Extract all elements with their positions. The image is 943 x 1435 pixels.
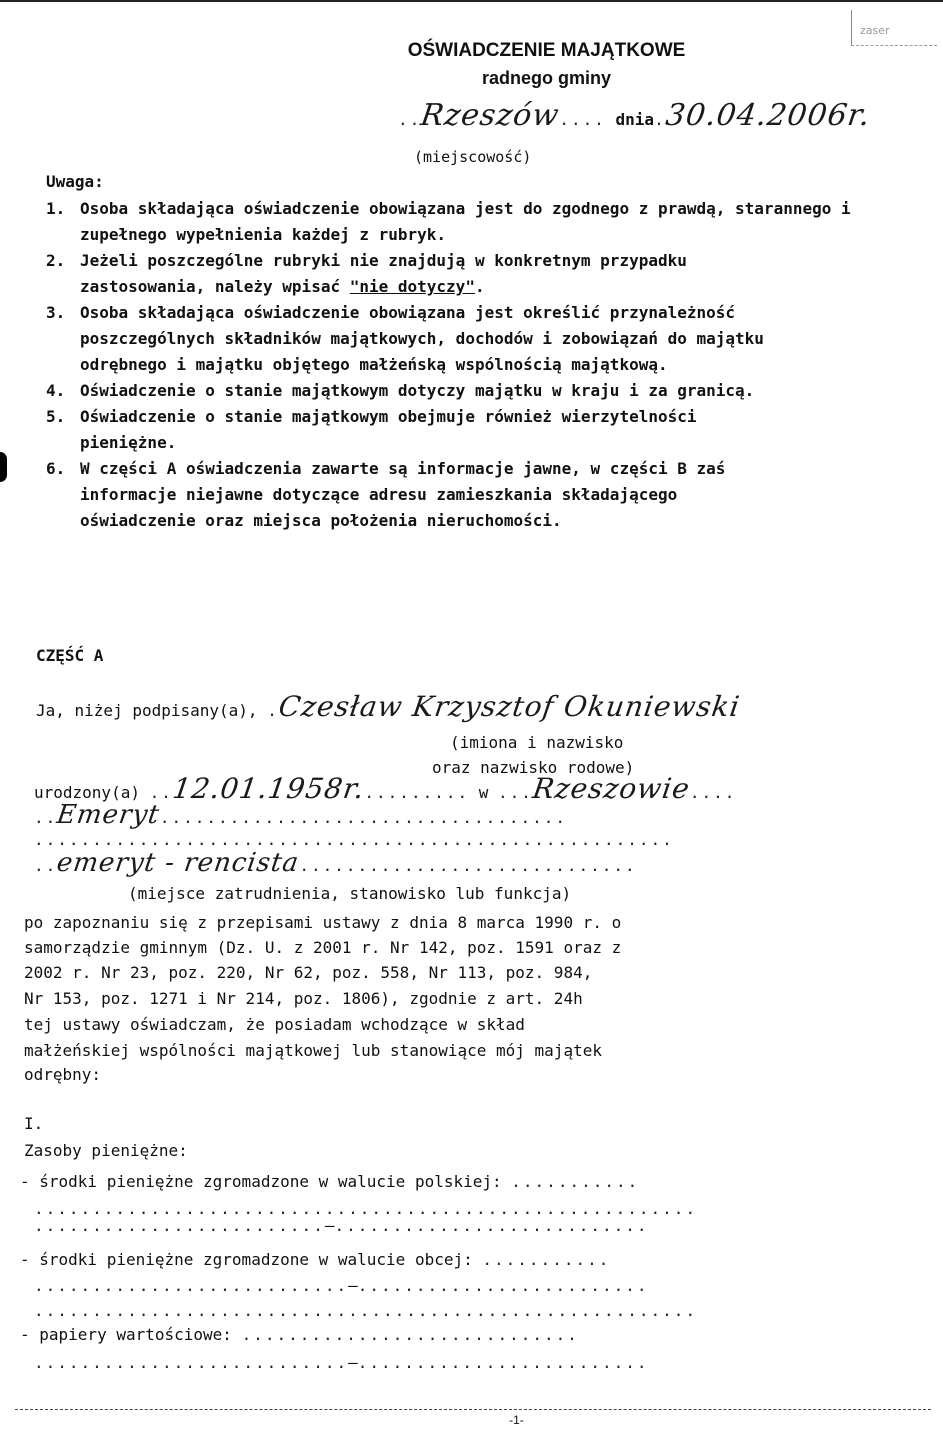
urodzony-label: urodzony(a) — [34, 783, 140, 802]
place-caption: (miejscowość) — [414, 148, 532, 166]
uwaga-item: 2. Jeżeli poszczególne rubryki nie znajdują w konkretnym przypadku zastosowania, należy wpisać "nie dotyczy". — [46, 251, 687, 296]
birth-place-field[interactable]: Rzeszowie — [530, 772, 693, 805]
uwaga-item: 3. Osoba składająca oświadczenie obowiązana jest określić przynależność poszczególnych składników majątkowych, dochodów i zobowiązań do majątku odrębnego i majątku objętego małżeńską wspólnością majątkową. — [46, 303, 764, 374]
securities-row: - papiery wartościowe: ............................. — [20, 1325, 579, 1344]
name-caption-1: (imiona i nazwisko — [450, 733, 624, 752]
securities-field[interactable]: — — [348, 1353, 358, 1372]
statement-line: 2002 r. Nr 23, poz. 220, Nr 62, poz. 558, Nr 113, poz. 984, — [24, 963, 593, 982]
statement-line: małżeńskiej wspólności majątkowej lub stanowiące mój majątek — [24, 1041, 602, 1060]
foreign-blank-line: ......................................................... — [34, 1301, 698, 1320]
foreign-row: - środki pieniężne zgromadzone w walucie obcej: ........... — [20, 1250, 611, 1269]
document-title: OŚWIADCZENIE MAJĄTKOWE — [407, 40, 686, 61]
place-date-row: ..Rzeszów.... dnia.30.04.2006r. — [398, 98, 873, 133]
uwaga-item: 5. Oświadczenie o stanie majątkowym obejmuje również wierzytelności pieniężne. — [46, 407, 697, 452]
w-label: w — [478, 783, 489, 802]
top-border — [0, 0, 943, 2]
birth-row: urodzony(a) ..12.01.1958r.......... w ...Rzeszowie.... — [34, 772, 737, 805]
uwaga-heading: Uwaga: — [46, 172, 104, 191]
uwaga-item: 6. W części A oświadczenia zawarte są informacje jawne, w części B zaś informacje niejawne dotyczące adresu zamieszkania składającego oświadczenie oraz miejsca położenia nieruchomości. — [46, 459, 726, 530]
punch-hole-mark — [0, 452, 7, 482]
name-caption-2: oraz nazwisko rodowe) — [432, 758, 635, 777]
statement-line: Nr 153, poz. 1271 i Nr 214, poz. 1806), zgodnie z art. 24h — [24, 989, 583, 1008]
foreign-field[interactable]: — — [348, 1276, 358, 1295]
part-a-heading: CZĘŚĆ A — [36, 646, 104, 665]
pln-blank-line: ......................................................... — [34, 1199, 698, 1218]
employment-caption: (miejsce zatrudnienia, stanowisko lub funkcja) — [128, 884, 572, 903]
date-field[interactable]: 30.04.2006r. — [663, 98, 873, 133]
foreign-line-row: ...........................—......................... — [34, 1276, 649, 1295]
position-field[interactable]: emeryt - rencista — [55, 848, 302, 878]
pln-row: - środki pieniężne zgromadzone w walucie polskiej: ........... — [20, 1172, 640, 1191]
footer-divider — [15, 1409, 931, 1410]
dnia-label: dnia — [615, 110, 655, 129]
document-subtitle: radnego gminy — [481, 68, 611, 88]
birth-date-field[interactable]: 12.01.1958r. — [170, 772, 367, 805]
statement-line: tej ustawy oświadczam, że posiadam wchodzące w skład — [24, 1015, 525, 1034]
uwaga-item: 1. Osoba składająca oświadczenie obowiązana jest do zgodnego z prawdą, starannego i zupełnego wypełnienia każdej z rubryk. — [46, 199, 851, 244]
registry-stamp: zaser — [851, 10, 937, 46]
uwaga-list — [46, 196, 851, 534]
section-heading: Zasoby pieniężne: — [24, 1141, 188, 1160]
employer-field[interactable]: Emeryt — [55, 800, 162, 830]
employer-row: ..Emeryt................................... — [34, 800, 568, 830]
place-field[interactable]: Rzeszów — [418, 98, 562, 133]
ja-label: Ja, niżej podpisany(a), — [36, 701, 258, 720]
employer-blank-line: ....................................................... — [34, 830, 674, 849]
pln-field[interactable]: — — [324, 1216, 335, 1235]
securities-line-row: ...........................—......................... — [34, 1353, 649, 1372]
section-roman: I. — [24, 1114, 44, 1133]
statement-line: odrębny: — [24, 1065, 102, 1084]
position-row: ..emeryt - rencista............................. — [34, 848, 637, 878]
pln-line-row: .........................—........................... — [34, 1216, 649, 1235]
statement-line: samorządzie gminnym (Dz. U. z 2001 r. Nr 142, poz. 1591 oraz z — [24, 938, 622, 957]
full-name-field[interactable]: Czesław Krzysztof Okuniewski — [276, 690, 743, 723]
name-row: Ja, niżej podpisany(a), .Czesław Krzysztof Okuniewski — [36, 690, 743, 723]
statement-line: po zapoznaniu się z przepisami ustawy z dnia 8 marca 1990 r. o — [24, 913, 622, 932]
page-number: -1- — [509, 1413, 524, 1427]
uwaga-item: 4. Oświadczenie o stanie majątkowym dotyczy majątku w kraju i za granicą. — [46, 381, 755, 400]
